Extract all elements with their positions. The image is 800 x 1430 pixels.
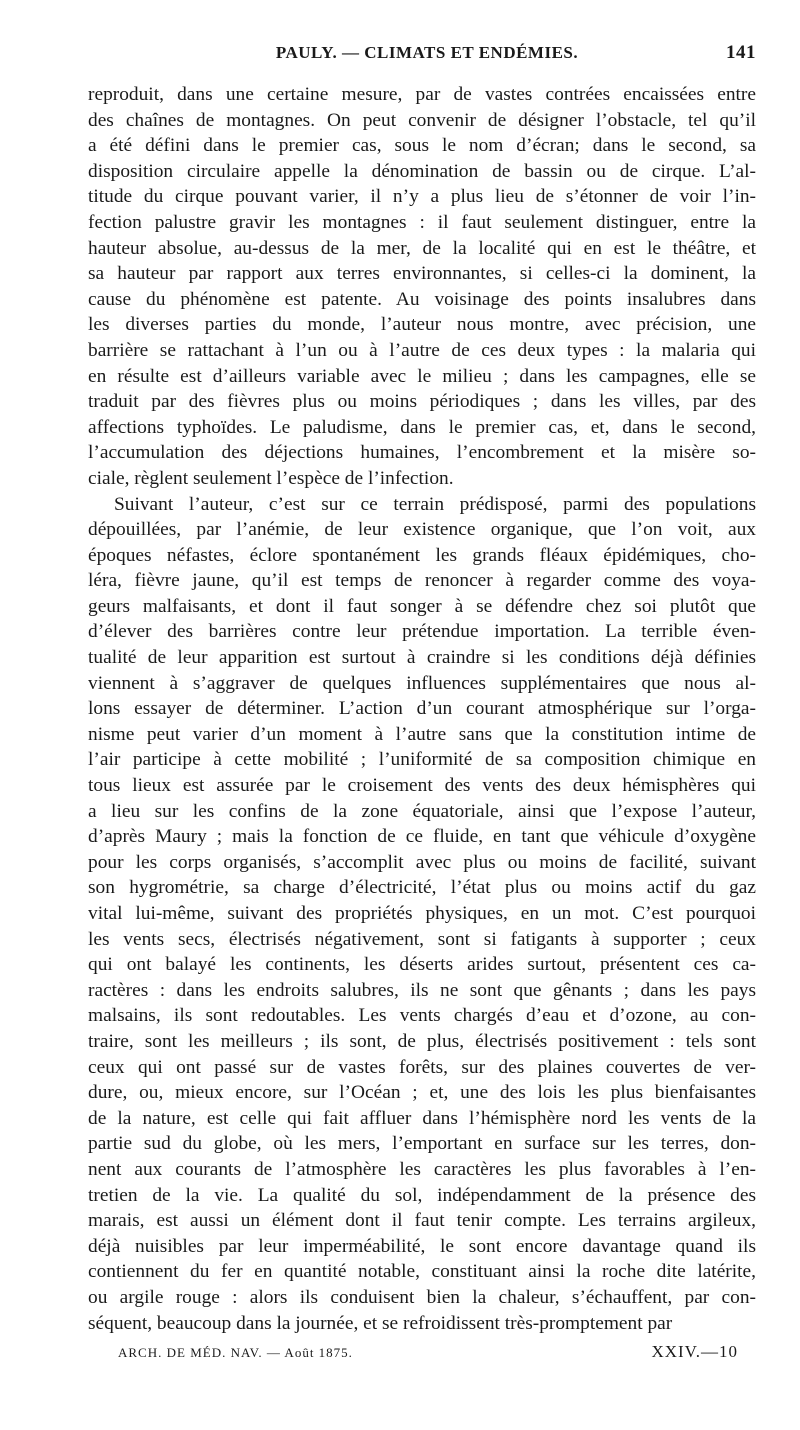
text-line: des chaînes de montagnes. On peut convenir de désigner l’obstacle, tel qu’il	[88, 109, 756, 131]
text-line: a lieu sur les confins de la zone équatoriale, ainsi que l’expose l’auteur,	[88, 800, 756, 822]
text-line: déjà nuisibles par leur imperméabilité, le sont encore davantage quand ils	[88, 1235, 756, 1257]
text-line: viennent à s’aggraver de quelques influences supplémentaires que nous al-	[88, 672, 756, 694]
text-line: reproduit, dans une certaine mesure, par de vastes contrées encaissées entre	[88, 84, 756, 105]
page-footer	[88, 1342, 756, 1362]
text-line: ceux qui ont passé sur de vastes forêts, sur des plaines couvertes de ver-	[88, 1056, 756, 1078]
text-line: fection palustre gravir les montagnes : il faut seulement distinguer, entre la	[88, 211, 756, 233]
text-line: pour les corps organisés, s’accomplit avec plus ou moins de facilité, suivant	[88, 851, 756, 873]
text-line: d’élever des barrières contre leur prétendue importation. La terrible éven-	[88, 621, 756, 643]
text-line: qui ont balayé les continents, les déserts arides surtout, présentent ces ca-	[88, 954, 756, 976]
text-line: les vents secs, électrisés négativement, sont si fatigants à supporter ; ceux	[88, 928, 756, 950]
text-line: sa hauteur par rapport aux terres environnantes, si celles-ci la dominent, la	[88, 263, 756, 285]
text-line: contiennent du fer en quantité notable, constituant ainsi la roche dite latérite,	[88, 1261, 756, 1283]
text-line: dure, ou, mieux encore, sur l’Océan ; et, une des lois les plus bienfaisantes	[88, 1082, 756, 1104]
text-line: séquent, beaucoup dans la journée, et se refroidissent très-promptement par	[88, 1312, 673, 1334]
journal-citation: ARCH. DE MÉD. NAV. — Août 1875.	[118, 1345, 353, 1361]
text-line: d’après Maury ; mais la fonction de ce fluide, en tant que véhicule d’oxygène	[88, 826, 756, 848]
text-line: lons essayer de déterminer. L’action d’un courant atmosphérique sur l’orga-	[88, 698, 756, 720]
text-line: nisme peut varier d’un moment à l’autre sans que la constitution intime de	[88, 723, 756, 745]
paragraph	[88, 492, 756, 1337]
text-line: traire, sont les meilleurs ; ils sont, de plus, électrisés positivement : tels sont	[88, 1030, 756, 1052]
text-line: Suivant l’auteur, c’est sur ce terrain prédisposé, parmi des populations	[114, 493, 756, 515]
document-page	[88, 42, 756, 1362]
text-line: titude du cirque pouvant varier, il n’y a plus lieu de s’étonner de voir l’in-	[88, 186, 756, 208]
text-line: ciale, règlent seulement l’espèce de l’infection.	[88, 467, 454, 489]
signature-mark: XXIV.—10	[651, 1342, 738, 1362]
text-line: geurs malfaisants, et dont il faut songer à se défendre chez soi plutôt que	[88, 595, 756, 617]
text-line: nent aux courants de l’atmosphère les caractères les plus favorables à l’en-	[88, 1158, 756, 1180]
text-line: vital lui-même, suivant des propriétés physiques, en un mot. C’est pourquoi	[88, 903, 756, 924]
text-line: traduit par des fièvres plus ou moins périodiques ; dans les villes, par des	[88, 391, 756, 413]
text-line: partie sud du globe, où les mers, l’emportant en surface sur les terres, don-	[88, 1133, 756, 1155]
text-line: ou argile rouge : alors ils conduisent bien la chaleur, s’échauffent, par con-	[88, 1286, 756, 1308]
text-line: disposition circulaire appelle la dénomination de bassin ou de cirque. L’al-	[88, 160, 756, 182]
text-line: les diverses parties du monde, l’auteur nous montre, avec précision, une	[88, 314, 756, 336]
text-line: tretien de la vie. La qualité du sol, indépendamment de la présence des	[88, 1184, 756, 1206]
text-line: de la nature, est celle qui fait affluer dans l’hémisphère nord les vents de la	[88, 1107, 756, 1129]
page-number: 141	[726, 42, 756, 63]
text-line: époques néfastes, éclore spontanément les grands fléaux épidémiques, cho-	[88, 544, 756, 566]
body-text	[88, 82, 756, 1336]
text-line: en résulte est d’ailleurs variable avec le milieu ; dans les campagnes, elle se	[88, 365, 756, 387]
text-line: l’air participe à cette mobilité ; l’uniformité de sa composition chimique en	[88, 749, 756, 771]
text-line: affections typhoïdes. Le paludisme, dans le premier cas, et, dans le second,	[88, 416, 756, 438]
text-line: léra, fièvre jaune, qu’il est temps de renoncer à regarder comme des voya-	[88, 570, 756, 592]
text-line: ractères : dans les endroits salubres, ils ne sont que gênants ; dans les pays	[88, 979, 756, 1001]
text-line: marais, est aussi un élément dont il faut tenir compte. Les terrains argileux,	[88, 1210, 756, 1232]
text-line: tualité de leur apparition est surtout à craindre si les conditions déjà définies	[88, 647, 756, 669]
text-line: dépouillées, par l’anémie, de leur existence organique, que l’on voit, aux	[88, 519, 756, 541]
paragraph	[88, 82, 756, 492]
running-title: PAULY. — CLIMATS ET ENDÉMIES.	[275, 43, 579, 62]
text-line: l’accumulation des déjections humaines, l’encombrement et la misère so-	[88, 442, 756, 464]
text-line: cause du phénomène est patente. Au voisinage des points insalubres dans	[88, 288, 756, 310]
text-line: son hygrométrie, sa charge d’électricité, l’état plus ou moins actif du gaz	[88, 877, 756, 899]
text-line: hauteur absolue, au-dessus de la mer, de la localité qui en est le théâtre, et	[88, 237, 756, 259]
text-line: malsains, ils sont redoutables. Les vents chargés d’eau et d’ozone, au con-	[88, 1005, 756, 1027]
text-line: tous lieux est assurée par le croisement des vents des deux hémisphères qui	[88, 775, 756, 797]
running-header	[88, 42, 756, 82]
text-line: barrière se rattachant à l’un ou à l’autre de ces deux types : la malaria qui	[88, 339, 756, 361]
text-line: a été défini dans le premier cas, sous le nom d’écran; dans le second, sa	[88, 135, 756, 157]
